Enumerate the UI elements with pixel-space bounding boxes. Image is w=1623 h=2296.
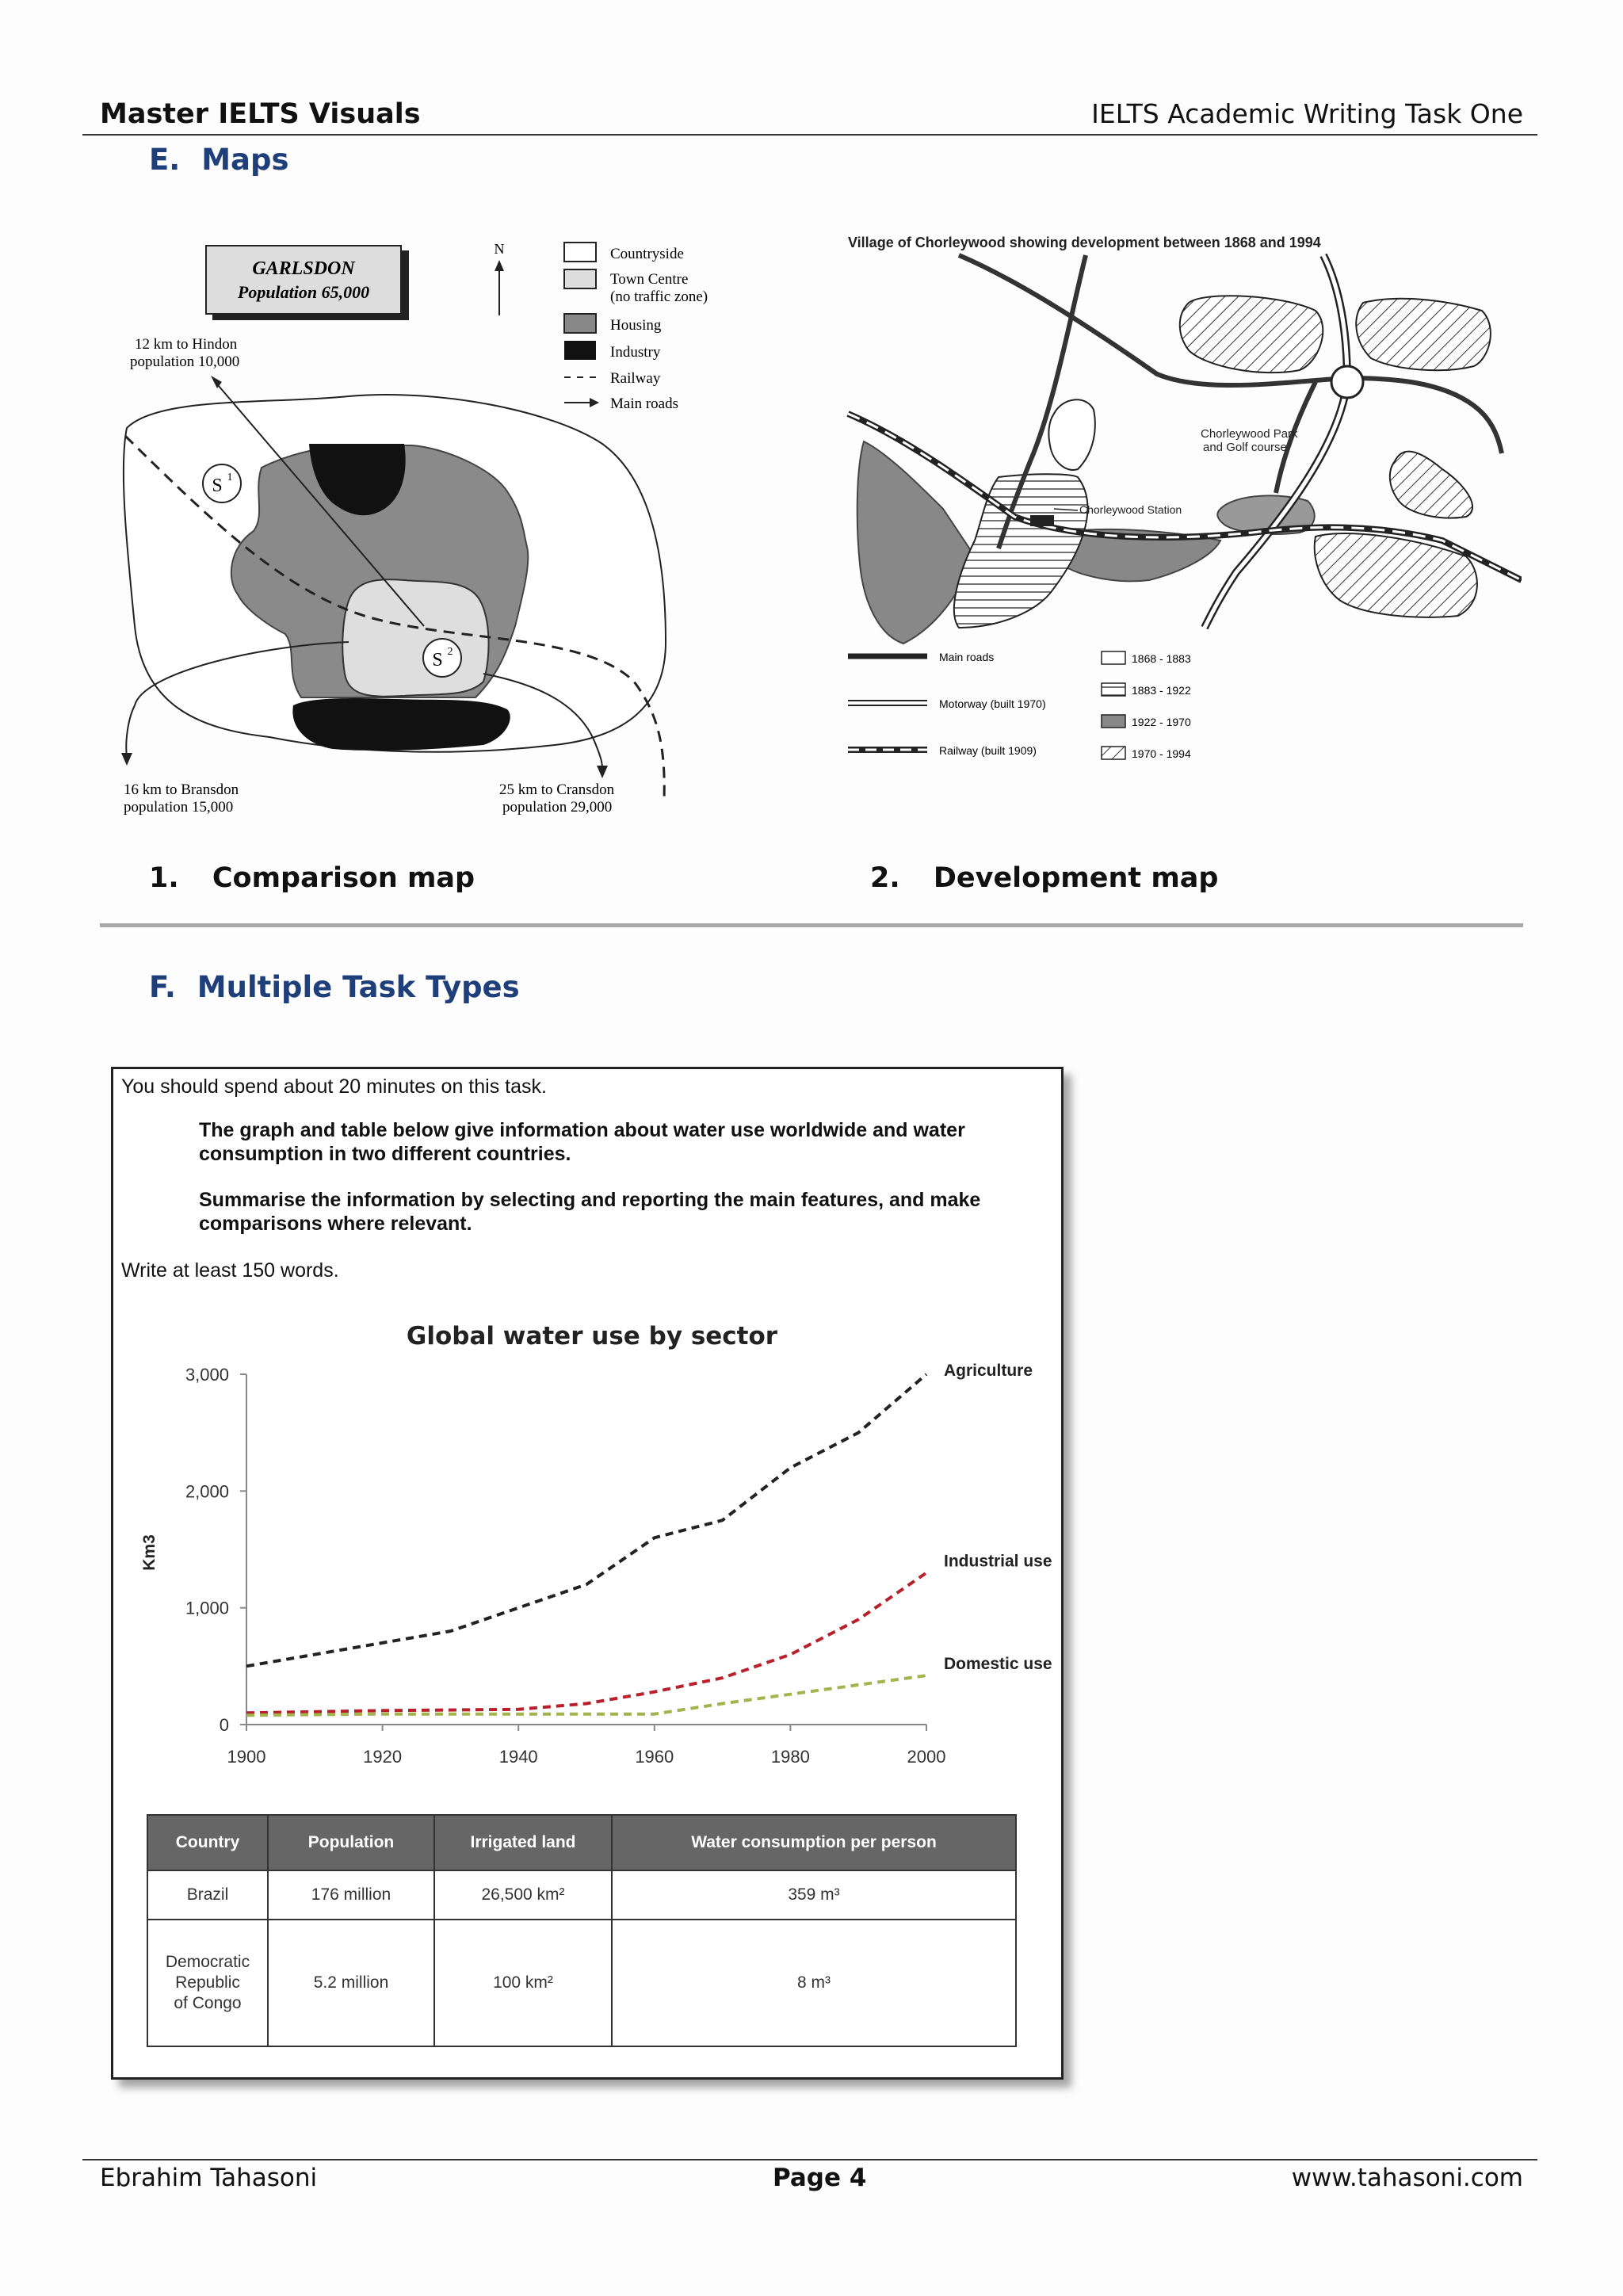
task-prompt-2a: Summarise the information by selecting and reporting the main features, and make bbox=[199, 1189, 981, 1211]
legend-housing-swatch bbox=[564, 314, 596, 333]
area-1868-1883 bbox=[1048, 399, 1094, 470]
legend-road-arrowhead bbox=[590, 398, 599, 407]
roundabout bbox=[1331, 366, 1363, 398]
legend-1883-label: 1883 - 1922 bbox=[1132, 684, 1191, 697]
legend-main-roads: Main roads bbox=[610, 395, 679, 412]
station-label: Chorleywood Station bbox=[1079, 503, 1182, 516]
road-bransdon-arrowhead bbox=[121, 753, 132, 766]
section-f-letter: F. bbox=[149, 970, 176, 1004]
site-s1-label: S bbox=[212, 476, 223, 496]
table-cell-country bbox=[147, 1920, 268, 2046]
footer-author: Ebrahim Tahasoni bbox=[100, 2164, 318, 2192]
table-cell-population: 5.2 million bbox=[268, 1920, 434, 2046]
area-1970-1994-b bbox=[1356, 299, 1491, 370]
legend-housing: Housing bbox=[610, 317, 662, 334]
chart-title: Global water use by sector bbox=[406, 1322, 778, 1350]
cransdon-population: population 29,000 bbox=[502, 799, 613, 816]
section-f-title: Multiple Task Types bbox=[197, 970, 520, 1004]
town-centre bbox=[342, 579, 488, 696]
hindon-population: population 10,000 bbox=[130, 353, 240, 370]
caption-2 bbox=[870, 862, 1218, 894]
country-line: Republic bbox=[175, 1973, 240, 1992]
series-line-industrial-use bbox=[246, 1573, 926, 1713]
map2-title: Village of Chorleywood showing development between 1868 and 1994 bbox=[848, 235, 1321, 250]
task-prompt-2b: comparisons where relevant. bbox=[199, 1213, 472, 1235]
site-s2-label: S bbox=[432, 650, 443, 670]
table-row bbox=[147, 1870, 1016, 1920]
area-1883-1922 bbox=[954, 474, 1088, 628]
country-line: Democratic bbox=[165, 1953, 250, 1971]
table-cell-land: 100 km² bbox=[434, 1920, 612, 2046]
bransdon-distance: 16 km to Bransdon bbox=[124, 781, 239, 798]
table-header-row bbox=[147, 1815, 1016, 1870]
chart-y-axis-label: Km3 bbox=[140, 1534, 158, 1571]
table-cell-land: 26,500 km² bbox=[434, 1870, 612, 1920]
legend-1868-swatch bbox=[1102, 651, 1125, 664]
road-cransdon-arrowhead bbox=[597, 766, 608, 778]
header-left: Master IELTS Visuals bbox=[100, 98, 421, 130]
legend-countryside: Countryside bbox=[610, 246, 684, 262]
north-label: N bbox=[494, 241, 505, 257]
footer-rule bbox=[82, 2159, 1537, 2160]
section-separator bbox=[100, 923, 1523, 927]
y-tick-label: 1,000 bbox=[185, 1598, 229, 1618]
task-box bbox=[111, 1067, 1064, 2080]
map1-population: Population 65,000 bbox=[237, 282, 370, 302]
header-rule bbox=[82, 134, 1537, 136]
caption-2-title: Development map bbox=[933, 862, 1219, 894]
series-label-agriculture: Agriculture bbox=[944, 1362, 1033, 1380]
country-line: of Congo bbox=[174, 1994, 242, 2012]
table-cell-population: 176 million bbox=[268, 1870, 434, 1920]
north-arrowhead bbox=[495, 260, 504, 271]
legend-town-centre-swatch bbox=[564, 269, 596, 288]
legend-town-centre: Town Centre bbox=[610, 271, 689, 288]
series-label-industrial-use: Industrial use bbox=[944, 1552, 1052, 1571]
legend-1922-swatch bbox=[1102, 715, 1125, 728]
y-tick-label: 0 bbox=[219, 1715, 229, 1735]
chart-series bbox=[246, 1362, 1052, 1715]
legend-railway: Railway bbox=[610, 370, 661, 387]
site-s1-sup: 1 bbox=[227, 472, 233, 483]
x-tick-label: 1960 bbox=[635, 1747, 674, 1767]
task-time: You should spend about 20 minutes on this task. bbox=[121, 1075, 547, 1098]
site-s2-sup: 2 bbox=[447, 646, 453, 658]
bransdon-population: population 15,000 bbox=[124, 799, 234, 816]
section-e-heading bbox=[149, 143, 289, 177]
comparison-map bbox=[111, 230, 737, 832]
legend-railway-label: Railway (built 1909) bbox=[939, 744, 1037, 757]
legend-no-traffic: (no traffic zone) bbox=[610, 288, 708, 305]
legend-industry: Industry bbox=[610, 344, 661, 361]
x-tick-label: 1920 bbox=[363, 1747, 403, 1767]
table-cell-water: 8 m³ bbox=[612, 1920, 1016, 2046]
legend-industry-swatch bbox=[564, 341, 596, 360]
area-1970-1994-c bbox=[1390, 452, 1472, 518]
park-label-1: Chorleywood Park bbox=[1201, 427, 1298, 441]
legend-1922-label: 1922 - 1970 bbox=[1132, 716, 1191, 728]
park-label-2: and Golf course bbox=[1203, 441, 1287, 454]
task-prompt-1a: The graph and table below give information about water use worldwide and water bbox=[199, 1119, 965, 1141]
x-tick-label: 2000 bbox=[907, 1747, 946, 1767]
series-line-agriculture bbox=[246, 1374, 926, 1666]
task-word-count: Write at least 150 words. bbox=[121, 1259, 339, 1282]
chart-axes bbox=[185, 1365, 946, 1767]
legend-countryside-swatch bbox=[564, 243, 596, 262]
map1-town-name: GARLSDON bbox=[252, 258, 355, 279]
section-f-heading bbox=[149, 970, 520, 1004]
table-row bbox=[147, 1920, 1016, 2046]
water-table bbox=[147, 1814, 1017, 2047]
table-header-cell: Water consumption per person bbox=[612, 1815, 1016, 1870]
legend-1970-label: 1970 - 1994 bbox=[1132, 747, 1191, 760]
water-use-chart bbox=[113, 1299, 1056, 1806]
area-1970-1994-a bbox=[1180, 296, 1323, 372]
station-marker bbox=[1030, 515, 1054, 526]
series-label-domestic-use: Domestic use bbox=[944, 1655, 1052, 1674]
footer-page: Page 4 bbox=[773, 2164, 867, 2192]
legend-1868-label: 1868 - 1883 bbox=[1132, 652, 1191, 665]
y-tick-label: 2,000 bbox=[185, 1481, 229, 1502]
table-header-cell: Population bbox=[268, 1815, 434, 1870]
section-e-letter: E. bbox=[149, 143, 181, 177]
hindon-distance: 12 km to Hindon bbox=[135, 336, 238, 353]
x-tick-label: 1900 bbox=[227, 1747, 266, 1767]
table-header-cell: Irrigated land bbox=[434, 1815, 612, 1870]
y-tick-label: 3,000 bbox=[185, 1365, 229, 1385]
x-tick-label: 1940 bbox=[498, 1747, 538, 1767]
legend-motorway-label: Motorway (built 1970) bbox=[939, 697, 1046, 710]
table-cell-water: 359 m³ bbox=[612, 1870, 1016, 1920]
map1-title-box bbox=[206, 246, 401, 314]
caption-2-number: 2. bbox=[870, 862, 900, 894]
table-header-cell: Country bbox=[147, 1815, 268, 1870]
caption-1-number: 1. bbox=[149, 862, 179, 894]
section-e-title: Maps bbox=[201, 143, 289, 177]
x-tick-label: 1980 bbox=[770, 1747, 810, 1767]
legend-1883-swatch bbox=[1102, 683, 1125, 696]
caption-1-title: Comparison map bbox=[212, 862, 475, 894]
industry-south bbox=[292, 698, 510, 751]
task-prompt-1b: consumption in two different countries. bbox=[199, 1143, 571, 1165]
series-line-domestic-use bbox=[246, 1675, 926, 1715]
legend-1970-swatch bbox=[1102, 747, 1125, 759]
legend-main-roads-label: Main roads bbox=[939, 651, 995, 663]
development-map bbox=[840, 223, 1522, 778]
footer-website: www.tahasoni.com bbox=[1291, 2164, 1523, 2192]
header-right: IELTS Academic Writing Task One bbox=[1091, 98, 1523, 129]
caption-1 bbox=[149, 862, 475, 894]
table-cell-country: Brazil bbox=[147, 1870, 268, 1920]
cransdon-distance: 25 km to Cransdon bbox=[499, 781, 615, 798]
road-hindon-arrowhead bbox=[211, 376, 222, 388]
